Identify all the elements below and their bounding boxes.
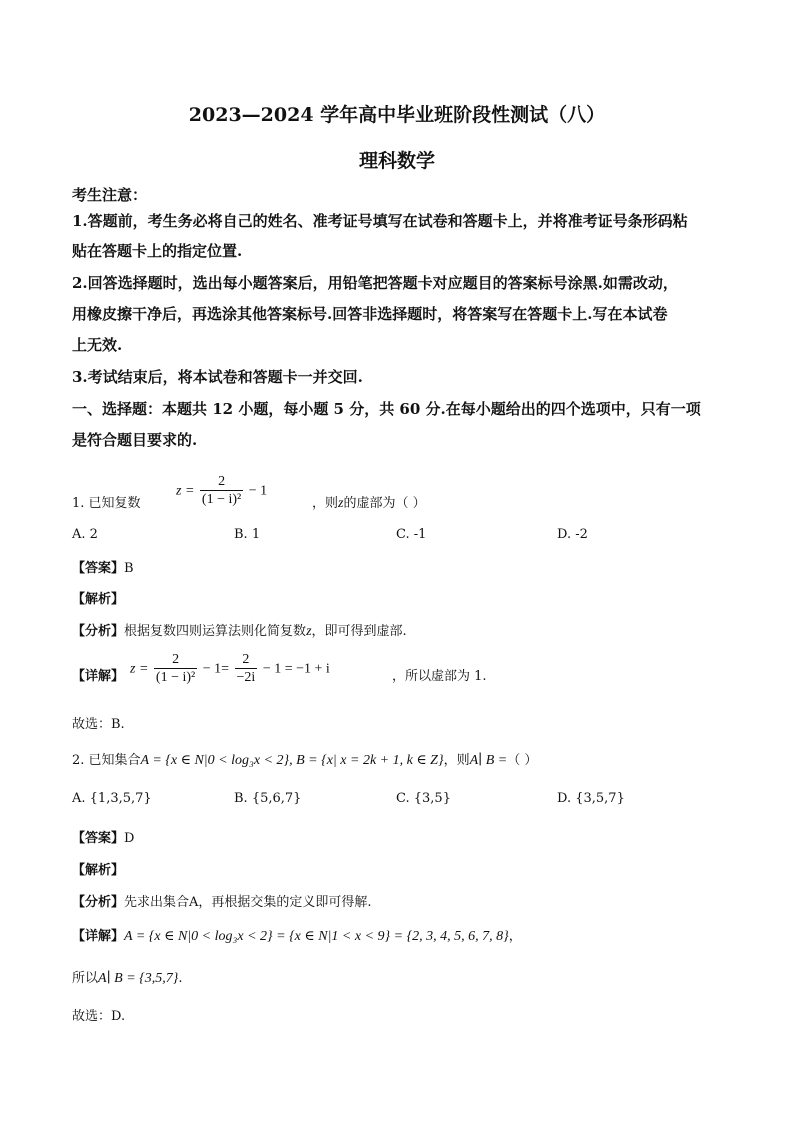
- detail-lhs: z =: [130, 661, 149, 677]
- question-2-conclusion: [72, 967, 182, 987]
- answer-value: D: [124, 831, 135, 846]
- conclusion-dot: .: [178, 971, 183, 986]
- conclusion-formula: A∣ B = {3,5,7}: [98, 971, 179, 986]
- section-heading-line-1: 一、选择题：本题共 12 小题，每小题 5 分，共 60 分.在每小题给出的四个选项中，只有一项: [72, 400, 701, 418]
- question-2-analysis-heading: 【解析】: [72, 863, 125, 878]
- formula-lhs: z =: [176, 483, 195, 499]
- analysis-tag: 解析: [85, 592, 112, 607]
- notice-item-1-line-2: 贴在答题卡上的指定位置.: [72, 242, 243, 260]
- formula-tail: − 1: [248, 483, 268, 499]
- question-1-option-a: A. 2: [72, 527, 98, 542]
- detail-tail: − 1 = −1 + i: [262, 661, 330, 677]
- question-2-fenxi: 【分析】先求出集合A，再根据交集的定义即可得解.: [72, 895, 372, 910]
- detail-formula: A = {x ∈ N|0 < log₃x < 2} = {x ∈ N|1 < x < 9} = {2, 3, 4, 5, 6, 7, 8}: [124, 929, 509, 944]
- question-2-choose: 故选：D.: [72, 1009, 126, 1024]
- question-1-suffix: [312, 492, 426, 512]
- notice-item-2-line-1: 2.回答选择题时，选出每小题答案后，用铅笔把答题卡对应题目的答案标号涂黑.如需改动，: [72, 274, 678, 292]
- question-2-blank: （ ）: [507, 753, 538, 768]
- notice-item-2-line-2: 用橡皮擦干净后，再选涂其他答案标号.回答非选择题时，将答案写在答题卡上.写在本试卷: [72, 305, 668, 323]
- question-2-option-d: D. {3,5,7}: [557, 791, 625, 806]
- detail-tag: 详解: [85, 669, 112, 684]
- suffix-variable: z: [338, 496, 344, 511]
- detail-mid: − 1=: [202, 661, 230, 677]
- notice-item-3: 3.考试结束后，将本试卷和答题卡一并交回.: [72, 368, 363, 386]
- question-1-option-c: C. -1: [396, 527, 427, 542]
- question-1-choose: 故选：B.: [72, 717, 125, 732]
- fenxi-tag: 分析: [85, 895, 112, 910]
- formula-numerator: 2: [218, 474, 226, 489]
- fenxi-tag: 分析: [85, 624, 112, 639]
- detail-denominator-1: (1 − i)²: [155, 670, 196, 685]
- question-2-option-b: B. {5,6,7}: [234, 791, 302, 806]
- question-2-option-a: A. {1,3,5,7}: [72, 791, 152, 806]
- formula-fraction: [200, 474, 243, 509]
- detail-fraction-2: [235, 652, 258, 687]
- question-2-intersection: A∣ B =: [469, 753, 508, 768]
- question-2-prefix: 2. 已知集合: [72, 753, 141, 768]
- question-2-answer: 【答案】D: [72, 831, 135, 846]
- question-1-option-b: B. 1: [234, 527, 261, 542]
- fenxi-variable: z: [306, 624, 312, 639]
- answer-tag: 答案: [85, 831, 112, 846]
- detail-text: ，所以虚部为 1.: [392, 669, 487, 684]
- fenxi-text-a: 根据复数四则运算法则化简复数: [124, 624, 307, 639]
- notice-item-1-line-1: 1.答题前，考生务必将自己的姓名、准考证号填写在试卷和答题卡上，并将准考证号条形码粘: [72, 212, 688, 230]
- notice-heading: 考生注意：: [72, 186, 148, 204]
- detail-comma: ，: [508, 929, 522, 944]
- question-2-option-c: C. {3,5}: [396, 791, 451, 806]
- detail-numerator-2: 2: [242, 652, 250, 667]
- question-1-option-d: D. -2: [557, 527, 588, 542]
- detail-tag: 详解: [85, 929, 112, 944]
- analysis-tag: 解析: [85, 863, 112, 878]
- answer-value: B: [124, 561, 134, 576]
- suffix-text-b: 的虚部为（ ）: [343, 496, 426, 511]
- fenxi-text: 先求出集合A，再根据交集的定义即可得解.: [124, 895, 372, 910]
- question-2-detail: 【详解】A = {x ∈ N|0 < log₃x < 2} = {x ∈ N|1 < x < 9} = {2, 3, 4, 5, 6, 7, 8}，: [72, 929, 522, 944]
- suffix-text-a: ，则: [312, 496, 339, 511]
- question-2-stem: [72, 749, 537, 769]
- detail-fraction-1: [154, 652, 197, 687]
- question-1-prefix: 1. 已知复数: [72, 496, 141, 511]
- question-1-fenxi: 【分析】根据复数四则运算法则化简复数z，即可得到虚部.: [72, 624, 407, 639]
- answer-tag: 答案: [85, 561, 112, 576]
- detail-denominator-2: −2i: [236, 670, 256, 685]
- detail-numerator-1: 2: [172, 652, 180, 667]
- question-2-formula: A = {x ∈ N|0 < log₃x < 2}, B = {x| x = 2k + 1, k ∈ Z}: [140, 753, 444, 768]
- document-title: 2023—2024 学年高中毕业班阶段性测试（八）: [188, 104, 606, 126]
- question-1-formula: [176, 474, 267, 509]
- question-1-detail-formula: [130, 652, 330, 687]
- section-heading-line-2: 是符合题目要求的.: [72, 431, 198, 449]
- fenxi-text-b: ，即可得到虚部.: [311, 624, 407, 639]
- question-2-suffix: ，则: [443, 753, 470, 768]
- question-1-analysis-heading: 【解析】: [72, 592, 125, 607]
- question-1-answer: 【答案】B: [72, 561, 134, 576]
- conclusion-text: 所以: [72, 971, 99, 986]
- document-subtitle: 理科数学: [358, 150, 435, 172]
- formula-denominator: (1 − i)²: [201, 492, 242, 507]
- notice-item-2-line-3: 上无效.: [72, 336, 123, 354]
